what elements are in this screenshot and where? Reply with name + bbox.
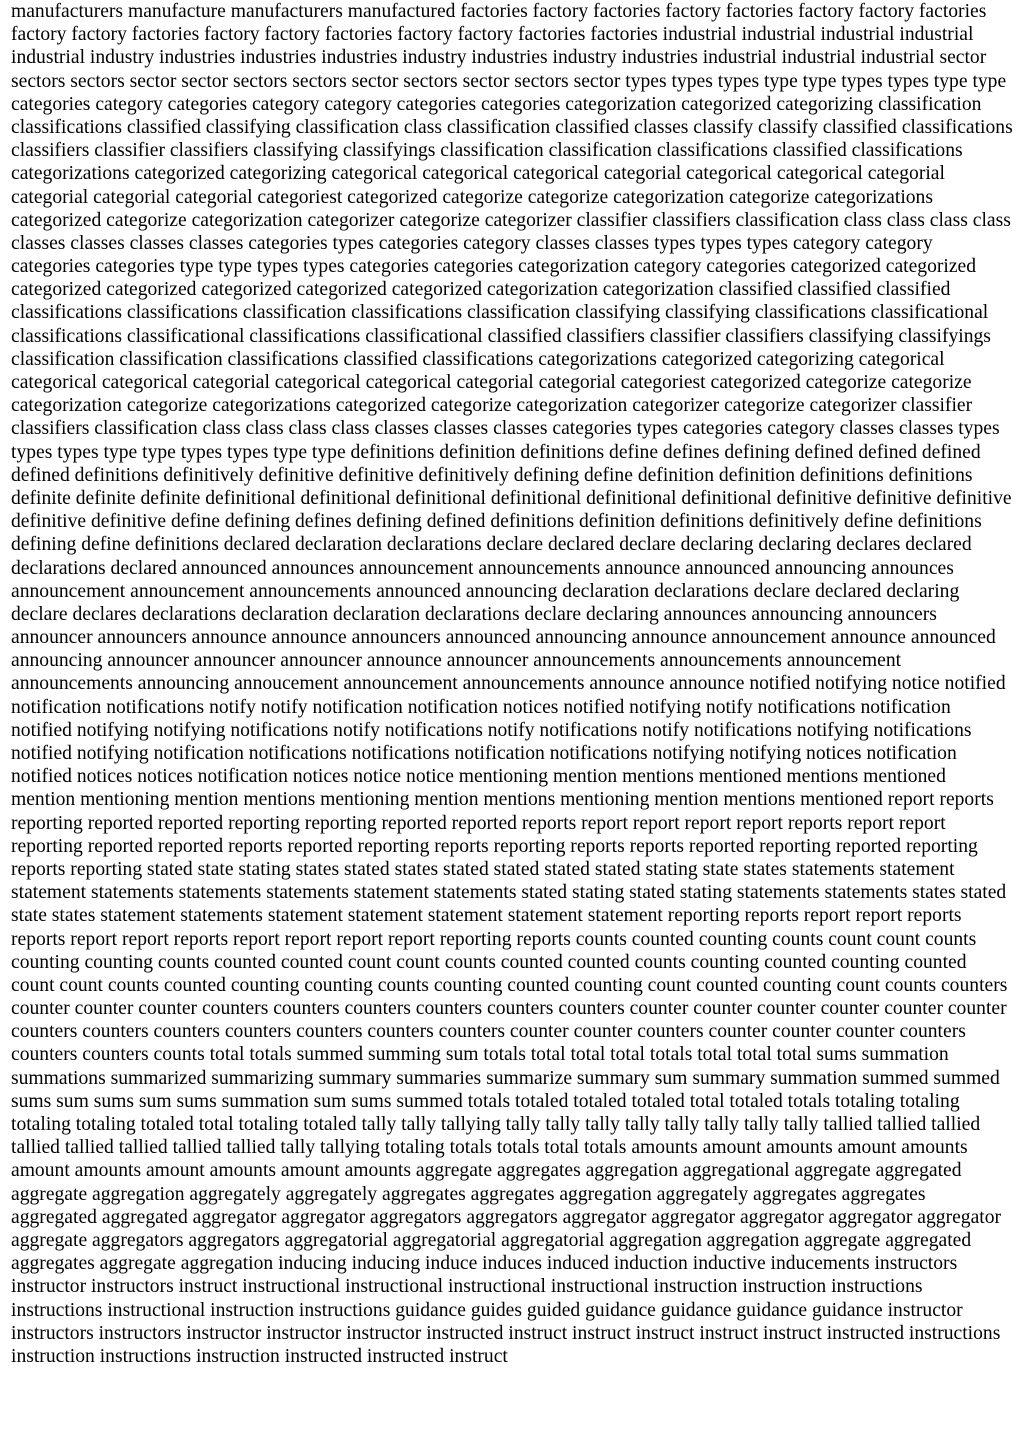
body-text-paragraph: manufacturers manufacture manufacturers manufactured factories factory factories factory factories factory factory factories factory factory factories factory factory factories factory factory factories factories industrial industrial industrial industrial industrial industry industries industries industries industry industries industry industries industrial industrial industrial sector sectors sectors sector sector sectors sectors sector sectors sector sectors sector types types types type type types types type type categories category categories category category categories categories categorization categorized categorizing classification classifications classified classifying classification class classification classified classes classify classify classified classifications classifiers classifier classifiers classifying classifyings classification classification classifications classified classifications categorizations categorized categorizing categorical categorical categorical categorial categorical categorical categorial categorial categorial categorial categoriest categorized categorize categorize categorization categorize categorizations categorized categorize categorization categorizer categorize categorizer classifier classifiers classification class class class class classes classes classes classes categories types categories category classes classes types types types category category categories categories type type types types categories categories categorization category categories categorized categorized categorized categorized categorized categorized categorized categorization categorization classified classified classified classifications classifications classification classifications classification classifying classifying classifications classificational classifications classificational classifications classificational classified classifiers classifier classifiers classifying classifyings classification classification classifications classified classifications categorizations categorized categorizing categorical categorical categorical categorial categorical categorical categorial categorial categoriest categorized categorize categorize categorization categorize categorizations categorized categorize categorization categorizer categorize categorizer classifier classifiers classification class class class class classes classes classes categories types categories category classes classes types types types type type types types type type definitions definition definitions define defines defining defined defined defined defined definitions definitively definitive definitive definitively defining define definition definition definitions definitions definite definite definite definitional definitional definitional definitional definitional definitional definitive definitive definitive definitive definitive define defining defines defining defined definitions definition definitions definitively define definitions defining define definitions declared declaration declarations declare declared declare declaring declaring declares declared declarations declared announced announces announcement announcements announce announced announcing announces announcement announcement announcements announced announcing declaration declarations declare declared declaring declare declares declarations declaration declaration declarations declare declaring announces announcing announcers announcer announcers announce announce announcers announced announcing announce announcement announce announced announcing announcer announcer announcer announce announcer announcements announcements announcement announcements announcing annoucement announcement announcements announce announce notified notifying notice notified notification notifications notify notify notification notification notices notified notifying notify notifications notification notified notifying notifying notifications notify notifications notify notifications notify notifications notifying notifications notified notifying notification notifications notifications notification notifications notifying notifying notices notification notified notices notices notification notices notice notice mentioning mention mentions mentioned mentions mentioned mention mentioning mention mentions mentioning mention mentions mentioning mention mentions mentioned report reports reporting reported reported reporting reporting reported reported reports report report report report reports report report reporting reported reported reports reported reporting reports reporting reports reports reported reporting reported reporting reports reporting stated state stating states stated states stated stated stated stated stating state states statements statement statement statements statements statements statement statements stated stating stated stating statements statements states stated state states statement statements statement statement statement statement statement reporting reports report report reports reports report report reports report report report report reporting reports counts counted counting counts count count counts counting counting counts counted counted count count counts counted counted counts counting counted counting counted count count counts counted counting counting counts counting counted counting count counted counting count counts counters counter counter counter counters counters counters counters counters counters counter counter counter counter counter counter counters counters counters counters counters counters counters counter counter counters counter counter counter counters counters counters counts total totals summed summing sum totals total total total totals total total total sums summation summations summarized summarizing summary summaries summarize summary sum summary summation summed summed sums sum sums sum sums summation sum sums summed totals totaled totaled totaled total totaled totals totaling totaling totaling totaling totaled total totaling totaled tally tally tallying tally tally tally tally tally tally tally tally tallied tallied tallied tallied tallied tallied tallied tallied tally tallying totaling totals totals total totals amounts amount amounts amount amounts amount amounts amount amounts amount amounts aggregate aggregates aggregation aggregational aggregate aggregated aggregate aggregation aggregately aggregately aggregates aggregates aggregation aggregately aggregates aggregates aggregated aggregated aggregator aggregator aggregators aggregators aggregator aggregator aggregator aggregator aggregator aggregate aggregators aggregators aggregatorial aggregatorial aggregatorial aggregation aggregation aggregate aggregated aggregates aggregate aggregation inducing inducing induce induces induced induction inductive inducements instructors instructor instructors instruct instructional instructional instructional instructional instruction instruction instructions instructions instructional instruction instructions guidance guides guided guidance guidance guidance guidance instructor instructors instructors instructor instructor instructor instructed instruct instruct instruct instruct instruct instructed instructions instruction instructions instruction instructed instructed instruct xyxy=(11,1,1013,1367)
